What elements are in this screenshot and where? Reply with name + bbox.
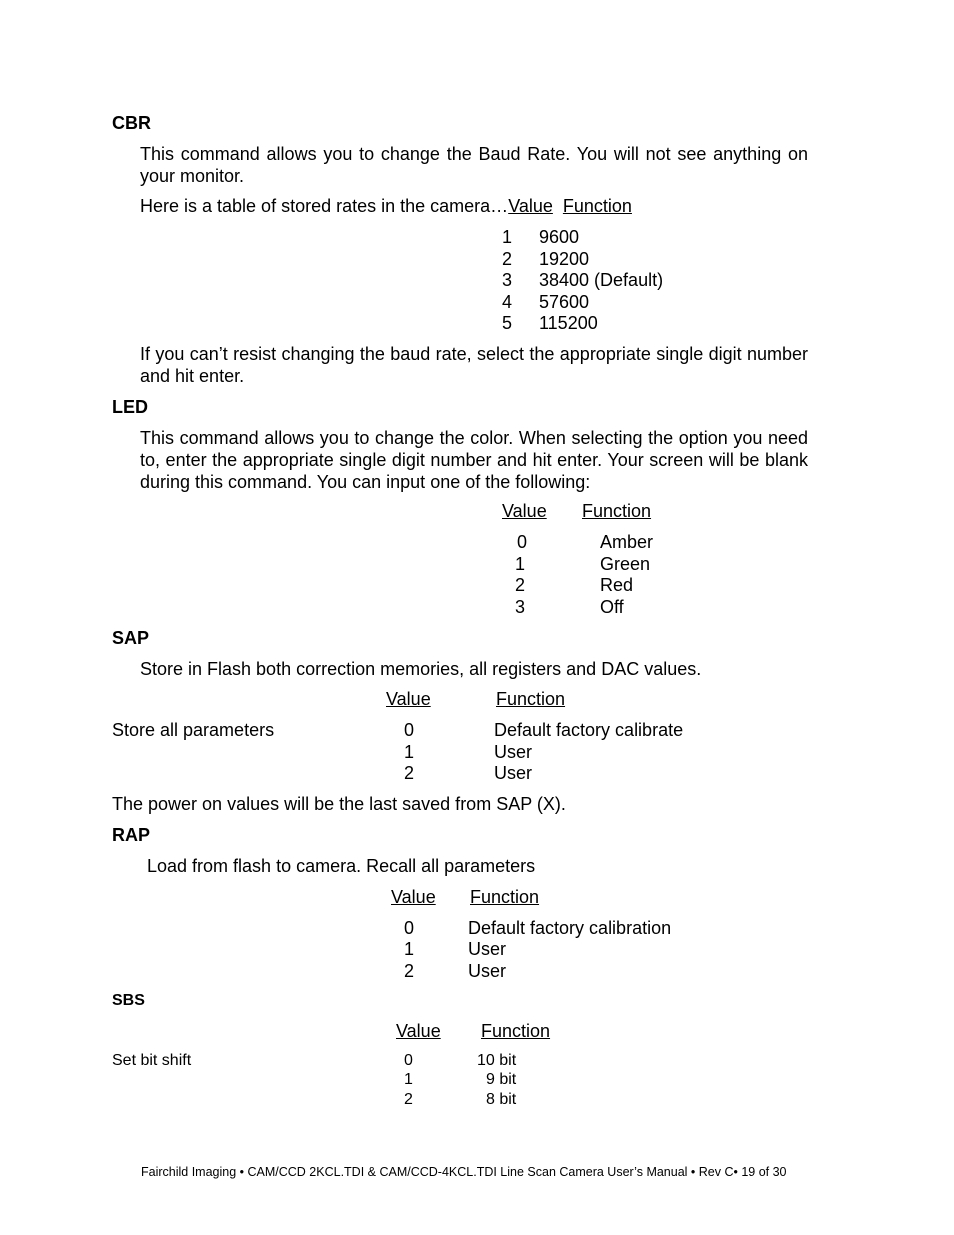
cbr-col-function: Function <box>562 196 632 216</box>
cbr-value: 3 <box>502 270 513 290</box>
sap-col-function: Function <box>496 689 566 709</box>
led-col-function: Function <box>582 501 652 521</box>
cbr-intro-text: Here is a table of stored rates in the camera… <box>140 196 509 216</box>
led-function: Red <box>600 575 634 595</box>
table-row <box>502 269 663 291</box>
cbr-heading: CBR <box>112 113 151 133</box>
led-value: 3 <box>515 597 526 617</box>
cbr-function: 38400 (Default) <box>539 270 664 290</box>
cbr-table-intro <box>140 195 632 217</box>
sbs-row-label: Set bit shift <box>112 1052 192 1069</box>
led-col-value: Value <box>502 501 547 521</box>
sbs-value: 1 <box>404 1071 413 1088</box>
sbs-col-function: Function <box>481 1021 551 1041</box>
sbs-function: 8 bit <box>486 1091 517 1108</box>
sbs-heading: SBS <box>112 992 145 1009</box>
sbs-value: 2 <box>404 1091 413 1108</box>
sbs-function: 10 bit <box>477 1052 517 1069</box>
cbr-col-value: Value <box>508 196 553 216</box>
sbs-function: 9 bit <box>486 1071 517 1088</box>
cbr-description: This command allows you to change the Baud Rate. You will not see anything on your monitor. <box>140 144 808 186</box>
rap-heading: RAP <box>112 825 151 845</box>
cbr-value: 2 <box>502 249 513 269</box>
sbs-col-value: Value <box>396 1021 441 1041</box>
rap-value: 0 <box>404 918 415 938</box>
table-row <box>502 312 598 334</box>
cbr-function: 19200 <box>539 249 590 269</box>
sap-heading: SAP <box>112 628 150 648</box>
sbs-value: 0 <box>404 1052 413 1069</box>
cbr-instruction: If you can’t resist changing the baud rate, select the appropriate single digit number and hit enter. <box>140 344 808 386</box>
led-description: This command allows you to change the color. When selecting the option you need to, enter the appropriate single digit number and hit enter. Your screen will be blank during this command. You can input one of the following: <box>140 428 808 492</box>
rap-col-value: Value <box>391 887 436 907</box>
sap-description: Store in Flash both correction memories, all registers and DAC values. <box>140 659 702 679</box>
cbr-function: 9600 <box>539 227 580 247</box>
rap-function: User <box>468 939 507 959</box>
sap-row-label: Store all parameters <box>112 720 275 740</box>
rap-value: 1 <box>404 939 415 959</box>
rap-description: Load from flash to camera. Recall all parameters <box>147 856 536 876</box>
rap-function: Default factory calibration <box>468 918 672 938</box>
sap-col-value: Value <box>386 689 431 709</box>
led-function: Green <box>600 554 651 574</box>
cbr-value: 4 <box>502 292 513 312</box>
sap-value: 1 <box>404 742 415 762</box>
led-function: Off <box>600 597 624 617</box>
cbr-value: 1 <box>502 227 513 247</box>
cbr-function: 57600 <box>539 292 590 312</box>
led-value: 0 <box>517 532 528 552</box>
sap-note: The power on values will be the last saved from SAP (X). <box>112 794 566 814</box>
led-heading: LED <box>112 397 148 417</box>
page-footer: Fairchild Imaging • CAM/CCD 2KCL.TDI & CAM/CCD-4KCL.TDI Line Scan Camera User’s Manual • Rev C• 19 of 30 <box>141 1165 787 1179</box>
rap-value: 2 <box>404 961 415 981</box>
led-function: Amber <box>600 532 654 552</box>
table-row <box>502 226 579 248</box>
sap-value: 0 <box>404 720 415 740</box>
cbr-function: 115200 <box>539 313 598 333</box>
sap-function: User <box>494 763 533 783</box>
led-value: 2 <box>515 575 526 595</box>
table-row <box>502 291 589 313</box>
led-value: 1 <box>515 554 526 574</box>
cbr-value: 5 <box>502 313 513 333</box>
rap-col-function: Function <box>470 887 540 907</box>
sap-function: User <box>494 742 533 762</box>
sap-function: Default factory calibrate <box>494 720 684 740</box>
rap-function: User <box>468 961 507 981</box>
table-row <box>502 248 589 270</box>
sap-value: 2 <box>404 763 415 783</box>
